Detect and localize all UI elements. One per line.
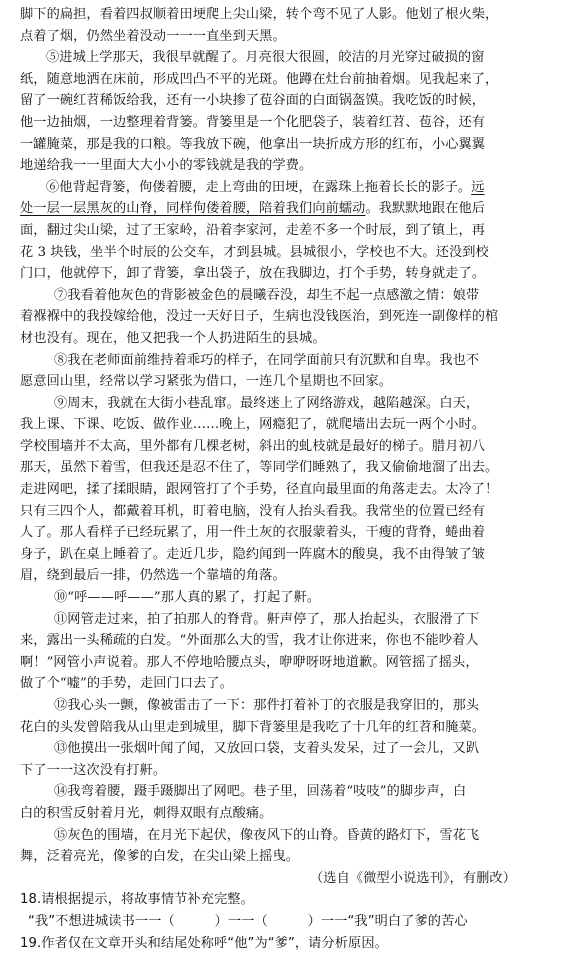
line-text: ⑥他背起背篓，佝偻着腰，走上弯曲的田埂，在露珠上拖着长长的影子。 (46, 179, 472, 195)
text-line: ⑬他摸出一张烟叶闻了闻，又放回口袋，支着头发呆，过了一会儿，又趴 (54, 741, 480, 757)
text-line: ⑫我心头一颤，像被雷击了一下：那件打着补丁的衣服是我穿旧的，那头 (54, 698, 480, 713)
text-line: ⑧我在老师面前维持着乖巧的样子，在同学面前只有沉默和自卑。我也不 (54, 352, 480, 368)
text-line: ⑪网管走过来，拍了拍那人的脊背。鼾声停了，那人抬起头，衣服滑了下 (54, 611, 480, 627)
text-line: 材也没有。现在，他又把我一个人扔进陌生的县城。 (20, 330, 326, 346)
text-line: 一罐腌菜，那是我的口粮。等我放下碗，他拿出一块折成方形的红布，小心翼翼 (20, 136, 486, 152)
text-line: 学校围墙并不太高，里外都有几棵老树，斜出的虬枝就是最好的梯子。腊月初八 (20, 438, 486, 454)
text-line: 身子，趴在桌上睡着了。走近几步，隐约闻到一阵腐木的酸臭，我不由得皱了皱 (20, 546, 486, 562)
text-line: 纸，随意地洒在床前，形成凹凸不平的光斑。他蹲在灶台前抽着烟。见我起来了， (20, 71, 499, 87)
text-line: 眉，绕到最后一排，仍然选一个靠墙的角落。 (20, 568, 286, 584)
text-line: （选自《微型小说选刊》，有删改） (310, 870, 516, 886)
text-line: 舞，泛着亮光，像爹的白发，在尖山梁上摇曳。 (20, 849, 300, 865)
text-line: 花白的头发曾陪我从山里走到城里，脚下背篓里是我吃了十几年的红苕和腌菜。 (20, 719, 486, 735)
text-line: ⑮灰色的围墙，在月光下起伏，像夜风下的山脊。昏黄的路灯下，雪花飞 (54, 827, 480, 843)
text-line: 那天，虽然下着雪，但我还是忍不住了，等同学们睡熟了，我又偷偷地溜了出去。 (20, 460, 499, 476)
text-line: 18.请根据提示，将故事情节补充完整。 (20, 892, 254, 908)
text-line: 面，翻过尖山梁，过了王家岭，沿着李家河，走差不多一个时辰，到了镇上，再 (20, 222, 486, 238)
text-line: 人了。那人看样子已经玩累了，用一件土灰的衣服蒙着头，干瘦的背脊，蜷曲着 (20, 525, 486, 541)
text-line: 白的积雪反射着月光，刺得双眼有点酸痛。 (20, 805, 273, 821)
text-line: 只有三四个人，都戴着耳机，盯着电脑，没有人抬头看我。我常坐的位置已经有 (20, 503, 486, 519)
text-line: 留了一碗红苕稀饭给我，还有一小块掺了苞谷面的白面锅盔馍。我吃饭的时候， (20, 93, 486, 109)
line-text: 。我默默地跟在他后 (365, 201, 486, 217)
text-line: 他一边抽烟，一边整理着背篓。背篓里是一个化肥袋子，装着红苕、苞谷，还有 (20, 114, 486, 130)
text-line: ⑨周末，我就在大街小巷乱窜。最终迷上了网络游戏，越陷越深。白天， (54, 395, 480, 411)
text-line: 花 3 块钱，坐半个时辰的公交车，才到县城。县城很小，学校也不大。还没到校 (20, 244, 489, 260)
text-line: 我上课、下课、吃饭、做作业……晚上，网瘾犯了，就爬墙出去玩一两个小时。 (20, 417, 486, 433)
text-line: 啊！”网管小声说着。那人不停地哈腰点头，咿咿呀呀地道歉。网管摇了摇头， (20, 654, 479, 670)
text-line: 脚下的扁担，看着四叔顺着田埂爬上尖山梁，转个弯不见了人影。他划了根火柴， (20, 7, 499, 22)
text-line (20, 177, 546, 199)
text-line: ⑤进城上学那天，我很早就醒了。月亮很大很圆，皎洁的月光穿过破损的窗 (46, 50, 485, 66)
text-line: 着褓褓中的我投嫁给他，没过一天好日子，生病也没钱医治，到死连一副像样的棺 (20, 309, 499, 325)
text-line: 19.作者仅在文章开头和结尾处称呼“他”为“爹”，请分析原因。 (20, 935, 388, 951)
text-line: 做了个“嘘”的手势，走回门口去了。 (20, 676, 233, 692)
text-line: ⑭我弯着腰，蹑手蹑脚出了网吧。巷子里，回荡着“吱吱”的脚步声，白 (54, 784, 467, 800)
text-line: 门口，他就停下，卸了背篓，拿出袋子，放在我脚边，打个手势，转身就走了。 (20, 266, 486, 282)
underlined-text: 处一层一层黑灰的山脊，同样佝偻着腰，陪着我们向前蠕动 (20, 201, 366, 217)
text-line: “我”不想进城读书一一（ ）一一（ ）一一“我”明白了爹的苦心 (28, 913, 468, 929)
text-line: 下了一一这次没有打鼾。 (20, 762, 167, 778)
text-line: ⑦我看着他灰色的背影被金色的晨曦吞没，却生不起一点感激之情：娘带 (54, 287, 480, 303)
underlined-text: 远 (471, 179, 485, 195)
text-line: 点着了烟，仍然坐着没动一一一直坐到天黑。 (20, 28, 286, 44)
text-line: 地递给我一一里面大大小小的零钱就是我的学费。 (20, 158, 313, 174)
text-line: 愿意回山里，经常以学习紧张为借口，一连几个星期也不回家。 (20, 374, 393, 390)
text-line: 来，露出一头稀疏的白发。“外面那么大的雪，我才让你进来，你也不能吵着人 (20, 633, 479, 649)
text-line (20, 198, 546, 220)
text-line: 走进网吧，揉了揉眼睛，跟网管打了个手势，径直向最里面的角落走去。太冷了！ (20, 482, 499, 498)
text-line: ⑩“呼——呼——”那人真的累了，打起了鼾。 (54, 590, 321, 606)
